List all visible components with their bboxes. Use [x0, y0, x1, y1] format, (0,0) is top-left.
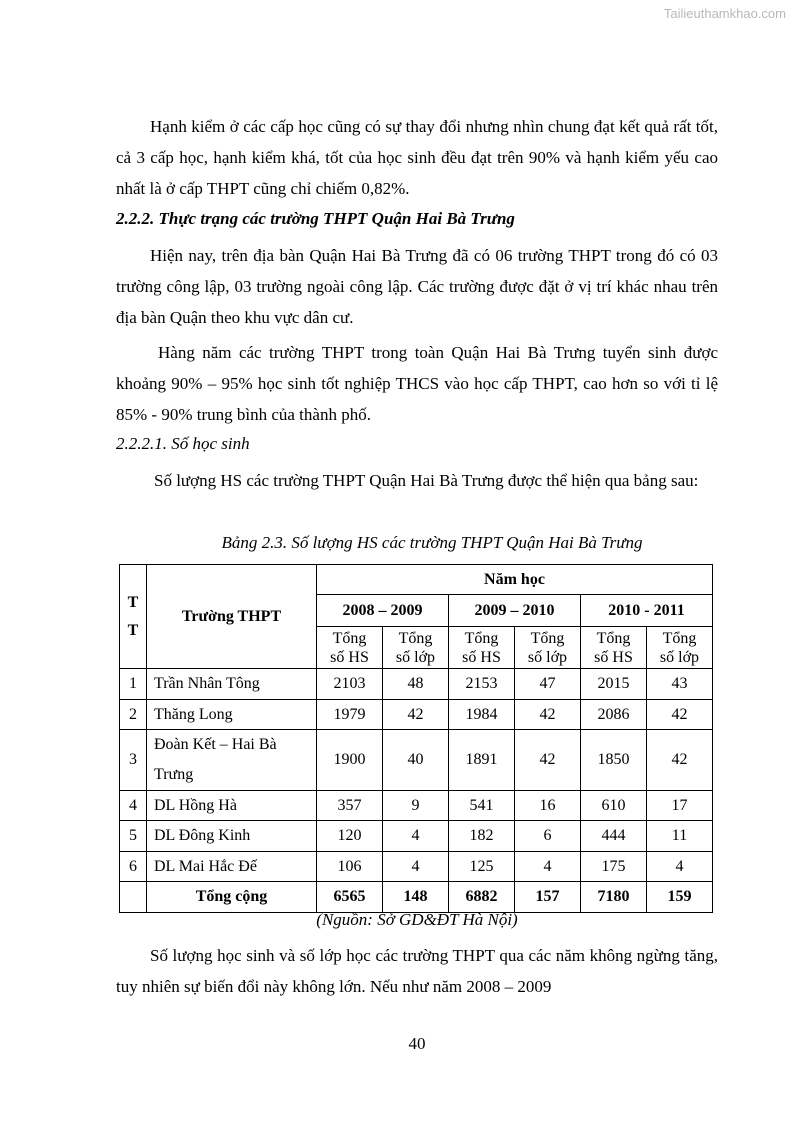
- cell: 2153: [449, 669, 515, 700]
- row-tt: 2: [120, 700, 147, 730]
- cell: 1900: [317, 730, 383, 791]
- row-tt: 1: [120, 669, 147, 700]
- cell: 541: [449, 791, 515, 821]
- cell: 40: [383, 730, 449, 791]
- total-cell: 159: [647, 882, 713, 913]
- row-tt: 5: [120, 821, 147, 852]
- cell: 4: [383, 852, 449, 882]
- year-col-3: 2010 - 2011: [581, 595, 713, 627]
- cell: 175: [581, 852, 647, 882]
- year-col-2: 2009 – 2010: [449, 595, 581, 627]
- total-row: [120, 882, 713, 913]
- cell: 610: [581, 791, 647, 821]
- row-school: DL Mai Hắc Đế: [147, 852, 317, 882]
- cell: 357: [317, 791, 383, 821]
- row-school: Thăng Long: [147, 700, 317, 730]
- cell: 47: [515, 669, 581, 700]
- row-tt: 3: [120, 730, 147, 791]
- table-row: [120, 669, 713, 700]
- sub-header-lop: Tổng số lớp: [647, 627, 713, 669]
- subsection-heading: 2.2.2.1. Số học sinh: [116, 434, 250, 453]
- cell: 9: [383, 791, 449, 821]
- cell: 2103: [317, 669, 383, 700]
- cell: 1979: [317, 700, 383, 730]
- cell: 43: [647, 669, 713, 700]
- cell: 4: [383, 821, 449, 852]
- paragraph-enrollment: Hàng năm các trường THPT trong toàn Quận Hai Bà Trưng tuyển sinh được khoảng 90% – 95% học sinh tốt nghiệp THCS vào học cấp THPT, cao hơn so với tỉ lệ 85% - 90% trung bình của thành phố.: [116, 343, 718, 424]
- total-cell: 6565: [317, 882, 383, 913]
- total-cell: 6882: [449, 882, 515, 913]
- watermark: Tailieuthamkhao.com: [663, 6, 786, 21]
- row-school: DL Đông Kinh: [147, 821, 317, 852]
- sub-header-lop: Tổng số lớp: [383, 627, 449, 669]
- year-col-1: 2008 – 2009: [317, 595, 449, 627]
- cell: 120: [317, 821, 383, 852]
- cell: 125: [449, 852, 515, 882]
- total-tt: [120, 882, 147, 913]
- cell: 1850: [581, 730, 647, 791]
- cell: 17: [647, 791, 713, 821]
- page-number: 40: [408, 1034, 426, 1053]
- row-school: Trần Nhân Tông: [147, 669, 317, 700]
- cell: 42: [515, 730, 581, 791]
- cell: 42: [647, 730, 713, 791]
- section-heading: 2.2.2. Thực trạng các trường THPT Quận Hai Bà Trưng: [116, 209, 515, 228]
- cell: 106: [317, 852, 383, 882]
- year-header: Năm học: [317, 565, 713, 595]
- paragraph-conclusion: Số lượng học sinh và số lớp học các trường THPT qua các năm không ngừng tăng, tuy nhiên sự biến đổi này không lớn. Nếu như năm 2008 – 2009: [116, 946, 718, 996]
- sub-header-hs: Tổng số HS: [581, 627, 647, 669]
- paragraph-conduct: Hạnh kiểm ở các cấp học cũng có sự thay đổi nhưng nhìn chung đạt kết quả rất tốt, cả 3 cấp học, hạnh kiểm khá, tốt của học sinh đều đạt trên 90% và hạnh kiểm yếu cao nhất là ở cấp THPT cũng chỉ chiếm 0,82%.: [116, 117, 718, 198]
- sub-header-lop: Tổng số lớp: [515, 627, 581, 669]
- student-table: [119, 564, 713, 913]
- sub-header-hs: Tổng số HS: [449, 627, 515, 669]
- cell: 42: [515, 700, 581, 730]
- total-cell: 157: [515, 882, 581, 913]
- table-row: [120, 821, 713, 852]
- cell: 42: [647, 700, 713, 730]
- cell: 1984: [449, 700, 515, 730]
- table-caption: Bảng 2.3. Số lượng HS các trường THPT Quận Hai Bà Trưng: [221, 533, 643, 552]
- total-label: Tổng cộng: [147, 882, 317, 913]
- table-row: [120, 730, 713, 791]
- school-header: Trường THPT: [147, 565, 317, 669]
- cell: 1891: [449, 730, 515, 791]
- row-tt: 6: [120, 852, 147, 882]
- row-school: DL Hồng Hà: [147, 791, 317, 821]
- total-cell: 148: [383, 882, 449, 913]
- cell: 42: [383, 700, 449, 730]
- cell: 182: [449, 821, 515, 852]
- sub-header-hs: Tổng số HS: [317, 627, 383, 669]
- cell: 11: [647, 821, 713, 852]
- total-cell: 7180: [581, 882, 647, 913]
- cell: 2086: [581, 700, 647, 730]
- cell: 4: [515, 852, 581, 882]
- tt-header: T T: [120, 565, 147, 669]
- paragraph-schools: Hiện nay, trên địa bàn Quận Hai Bà Trưng đã có 06 trường THPT trong đó có 03 trường công lập, 03 trường ngoài công lập. Các trường được đặt ở vị trí khác nhau trên địa bàn Quận theo khu vực dân cư.: [116, 246, 718, 327]
- cell: 2015: [581, 669, 647, 700]
- table-row: [120, 700, 713, 730]
- table-row: [120, 852, 713, 882]
- cell: 48: [383, 669, 449, 700]
- cell: 6: [515, 821, 581, 852]
- cell: 444: [581, 821, 647, 852]
- cell: 4: [647, 852, 713, 882]
- table-row: [120, 791, 713, 821]
- row-school: Đoàn Kết – Hai Bà Trưng: [147, 730, 317, 791]
- row-tt: 4: [120, 791, 147, 821]
- paragraph-table-intro: Số lượng HS các trường THPT Quận Hai Bà Trưng được thể hiện qua bảng sau:: [154, 471, 699, 490]
- table-source: (Nguồn: Sở GD&ĐT Hà Nội): [316, 910, 518, 929]
- cell: 16: [515, 791, 581, 821]
